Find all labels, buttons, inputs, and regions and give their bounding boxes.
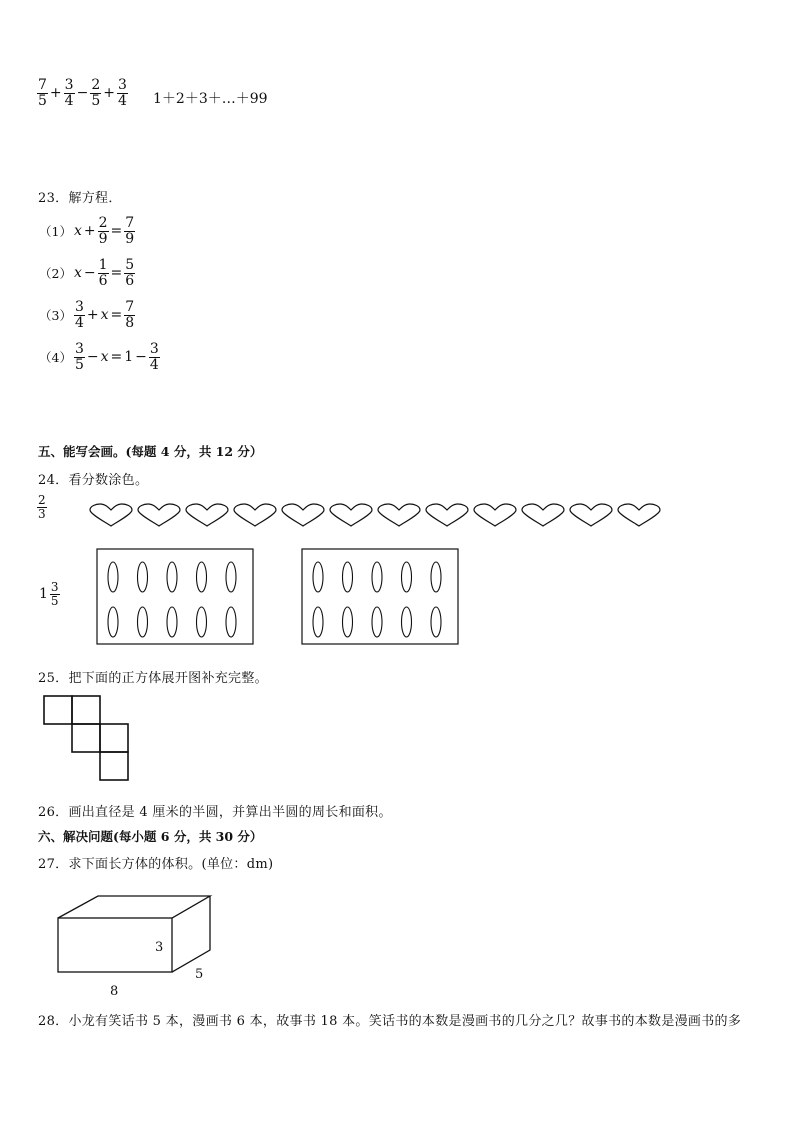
question-24-title: 24．看分数涂色。: [38, 473, 149, 488]
cuboid-length-label: 8: [110, 984, 119, 999]
equation-4: （4） $\frac{3}{5}$ − x = 1 − $\frac{3}{4}$: [39, 341, 159, 373]
fraction: $\frac{3}{5}$: [74, 341, 84, 373]
question-26-title: 26．画出直径是 4 厘米的半圆，并算出半圆的周长和面积。: [38, 805, 392, 820]
question-25-title: 25．把下面的正方体展开图补充完整。: [38, 671, 268, 686]
cuboid-width-label: 5: [195, 967, 204, 982]
fraction: $\frac{7}{8}$: [125, 299, 135, 331]
equation-3: （3） $\frac{3}{4}$ + x = $\frac{7}{8}$: [39, 299, 135, 331]
fraction: $\frac{2}{9}$: [98, 215, 108, 247]
question-28-title: 28．小龙有笑话书 5 本，漫画书 6 本，故事书 18 本。笑话书的本数是漫画书的几分之几？故事书的本数是漫画书的多: [38, 1014, 742, 1029]
fraction: $\frac{3}{4}$: [74, 299, 84, 331]
fraction: $\frac{5}{6}$: [125, 257, 135, 289]
fraction: $\frac{7}{5}$: [38, 77, 47, 109]
fraction: $\frac{1}{6}$: [98, 257, 108, 289]
fraction-two-thirds: $\frac{2}{3}$: [38, 493, 46, 521]
cuboid-height-label: 3: [155, 940, 164, 955]
cuboid-top-face: [58, 896, 210, 918]
question-23-title: 23．解方程．: [38, 191, 122, 206]
equation-1: （1） x + $\frac{2}{9}$ = $\frac{7}{9}$: [39, 215, 135, 247]
fraction: $\frac{3}{4}$: [64, 77, 74, 109]
expression-integer-sum: 1＋2＋3＋…＋99: [153, 91, 268, 107]
fraction: $\frac{3}{4}$: [117, 77, 127, 109]
expression-fraction-sum: $\frac{7}{5}$ + $\frac{3}{4}$ − $\frac{2}{5}$ + $\frac{3}{4}$: [38, 77, 127, 109]
mixed-number-one-three-fifths: 1 $\frac{3}{5}$: [39, 580, 59, 608]
question-27-title: 27．求下面长方体的体积。(单位：dm): [38, 857, 274, 872]
fraction: $\frac{3}{4}$: [149, 341, 159, 373]
fraction: $\frac{2}{5}$: [91, 77, 101, 109]
equation-2: （2） x − $\frac{1}{6}$ = $\frac{5}{6}$: [39, 257, 135, 289]
section-6-heading: 六、解决问题(每小题 6 分，共 30 分）: [38, 829, 263, 844]
section-5-heading: 五、能写会画。(每题 4 分，共 12 分）: [38, 444, 263, 459]
fraction: $\frac{7}{9}$: [125, 215, 135, 247]
